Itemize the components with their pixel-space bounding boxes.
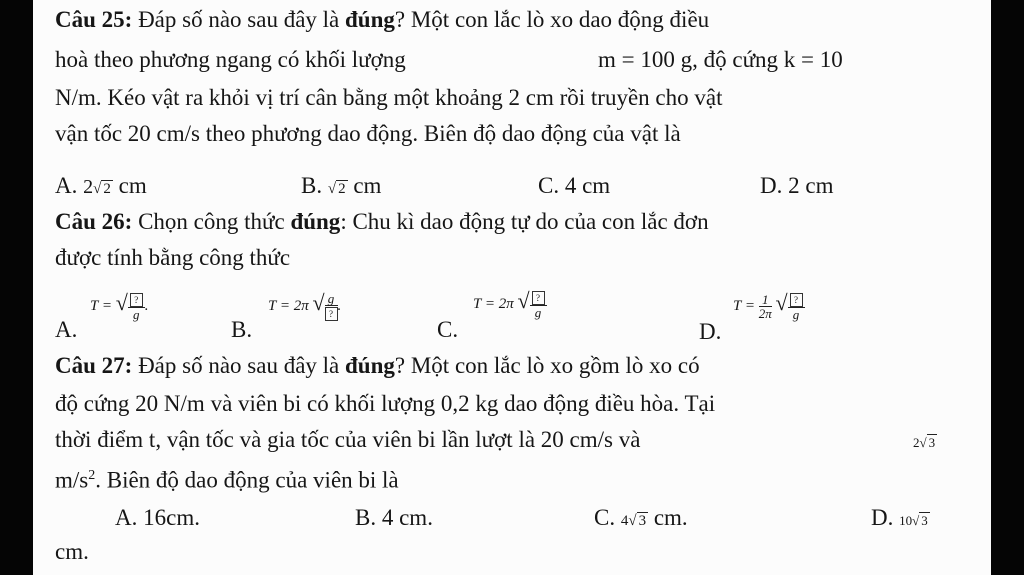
right-black-border — [991, 0, 1024, 575]
q25-line1: Câu 25: Đáp số nào sau đây là đúng? Một con lắc lò xo dao động điều — [55, 7, 710, 32]
q25-label: Câu 25: — [55, 7, 133, 32]
document-page — [33, 0, 991, 575]
q26-option-d-label: D. — [699, 319, 722, 344]
q26-formula-c: T = 2π √ $\frac{?}{g}$ — [473, 288, 547, 319]
q27-line4: $m/s^2$. Biên độ dao động của viên bi là — [55, 467, 399, 493]
q26-option-b-label: B. — [231, 317, 253, 342]
q27-label: Câu 27: — [55, 353, 133, 378]
q27-tail: cm. — [55, 539, 89, 564]
q25-option-a: A. 2√ 2 cm — [55, 173, 147, 198]
q27-option-c: C. 4√ 3 cm. — [594, 505, 688, 530]
left-black-border — [0, 0, 33, 575]
q27-line1: Câu 27: Đáp số nào sau đây là đúng? Một con lắc lò xo gồm lò xo có — [55, 353, 700, 378]
q26-formula-a: T = √ $\frac{?}{g}$ . — [90, 290, 149, 323]
q26-option-c-label: C. — [437, 317, 459, 342]
q27-line3: thời điểm t, vận tốc và gia tốc của viên bi lần lượt là 20 cm/s và — [55, 427, 641, 452]
q25-option-b: B. √ 2 cm — [301, 173, 382, 198]
q25-line2a: hoà theo phương ngang có khối lượng — [55, 47, 406, 72]
q26-option-a-label: A. — [55, 317, 78, 342]
q27-line3-math: 2√ 3 — [913, 435, 936, 450]
q25-line3: N/m. Kéo vật ra khỏi vị trí cân bằng một khoảng 2 cm rồi truyền cho vật — [55, 85, 723, 110]
q27-option-b: B. 4 cm. — [355, 505, 433, 530]
q27-line2: độ cứng 20 N/m và viên bi có khối lượng 0,2 kg dao động điều hòa. Tại — [55, 391, 716, 416]
q26-label: Câu 26: — [55, 209, 133, 234]
q26-line2: được tính bằng công thức — [55, 245, 291, 270]
q27-option-a: A. 16cm. — [115, 505, 200, 530]
q25-option-d: D. 2 cm — [760, 173, 834, 198]
q25-line2b: m = 100 g, độ cứng k = 10 — [598, 47, 843, 72]
q27-option-d: D. 10√ 3 — [871, 505, 928, 530]
q25-line4: vận tốc 20 cm/s theo phương dao động. Biên độ dao động của vật là — [55, 121, 681, 146]
q26-formula-b: T = 2π √ $\frac{g}{?}$ . — [268, 290, 342, 320]
q26-line1: Câu 26: Chọn công thức đúng: Chu kì dao động tự do của con lắc đơn — [55, 209, 709, 234]
q26-formula-d: T = $\frac{1}{2\pi}$ √ $\frac{?}{g}$ — [733, 290, 805, 321]
q25-option-c: C. 4 cm — [538, 173, 611, 198]
